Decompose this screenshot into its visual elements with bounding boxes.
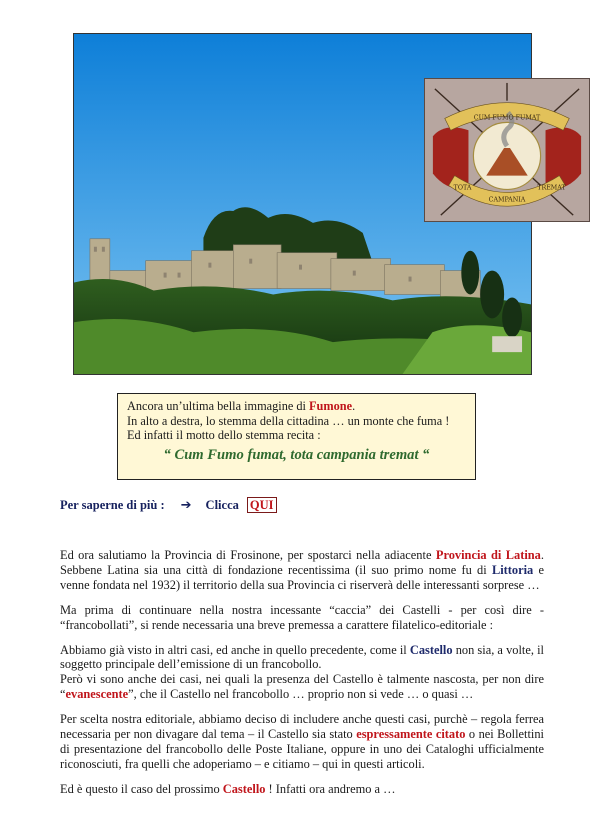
p3-text-d: Però vi sono anche dei casi, nei quali la presenza del Castello è talmente nascosta, per non dire “ [60, 672, 544, 702]
crest-bottom-left: TOTA [453, 184, 472, 192]
paragraph-5 [60, 782, 544, 797]
crest-bottom-mid: CAMPANIA [488, 196, 526, 204]
evanescente-highlight: evanescente [65, 687, 129, 702]
paragraph-1 [60, 548, 544, 593]
castello-next-highlight: Castello [222, 781, 266, 796]
provincia-di-latina-highlight: Provincia di Latina [435, 548, 541, 562]
caption-motto: “ Cum Fumo fumat, tota campania tremat “ [163, 446, 430, 463]
p1-text-c: . Sebbene Latina sia una città di fondazione recentissima (il suo primo nome fu di [60, 548, 544, 577]
paragraph-3 [60, 643, 544, 703]
p5-text-a: Ed è questo il caso del prossimo [60, 781, 223, 796]
espressamente-citato-highlight: espressamente citato [356, 727, 466, 742]
p3-text-f: ”, che il Castello nel francobollo … proprio non si vede … o quasi … [128, 687, 474, 702]
crest-bottom-right: TREMAT [537, 184, 566, 192]
coat-of-arms [424, 78, 590, 222]
paragraph-4 [60, 712, 544, 772]
article-body [60, 548, 544, 807]
click-label: Clicca [205, 498, 239, 512]
p4-text-c: o nei Bollettini di presentazione del francobollo delle Poste Italiane, oppure in uno dei Cataloghi ufficialmente riconosciuti, fra quelli che adoperiamo – e citiamo – qui in questi articoli. [60, 727, 544, 771]
littoria-highlight: Littoria [491, 562, 534, 577]
castello-highlight: Castello [409, 642, 453, 657]
crest-top-text: CUM FUMO FUMAT [473, 114, 541, 122]
caption-line-2: In alto a destra, lo stemma della cittadina … un monte che fuma ! [127, 413, 450, 428]
p3-text-a: Abbiamo già visto in altri casi, ed anche in quello precedente, come il [60, 642, 410, 657]
fumone-photo [73, 33, 566, 375]
image-caption-box [117, 393, 476, 480]
p5-text-c: ! Infatti ora andremo a … [265, 781, 396, 796]
caption-line-1 [127, 399, 466, 414]
caption-town-name: Fumone [309, 399, 353, 413]
p3-text-c: non sia, a volte, il soggetto principale dell’emissione di un francobollo. [60, 642, 544, 672]
qui-link[interactable]: QUI [247, 497, 277, 513]
arrow-right-icon: ➔ [180, 498, 192, 513]
caption-line-3: Ed infatti il motto dello stemma recita : [127, 428, 321, 443]
crest-illustration [425, 79, 589, 221]
paragraph-2: Ma prima di continuare nella nostra incessante “caccia” dei Castelli - per così dire - “francobollati”, si rende necessaria una breve premessa a carattere filatelico-editoriale : [60, 602, 544, 632]
caption-line-1-end: . [352, 399, 356, 413]
p1-text-e: e venne fondata nel 1932) il territorio della sua Provincia ci riserverà delle interessanti sorprese … [60, 562, 544, 592]
learn-more-label: Per saperne di più : [60, 498, 165, 512]
learn-more-line [60, 497, 277, 513]
p1-text-a: Ed ora salutiamo la Provincia di Frosinone, per spostarci nella adiacente [60, 548, 436, 562]
caption-line-1-text: Ancora un’ultima bella immagine di [127, 399, 310, 413]
p4-text-a: Per scelta nostra editoriale, abbiamo deciso di includere anche questi casi, purchè – regola ferrea necessaria per non divagare dal tema – il Castello sia stato [60, 712, 544, 742]
